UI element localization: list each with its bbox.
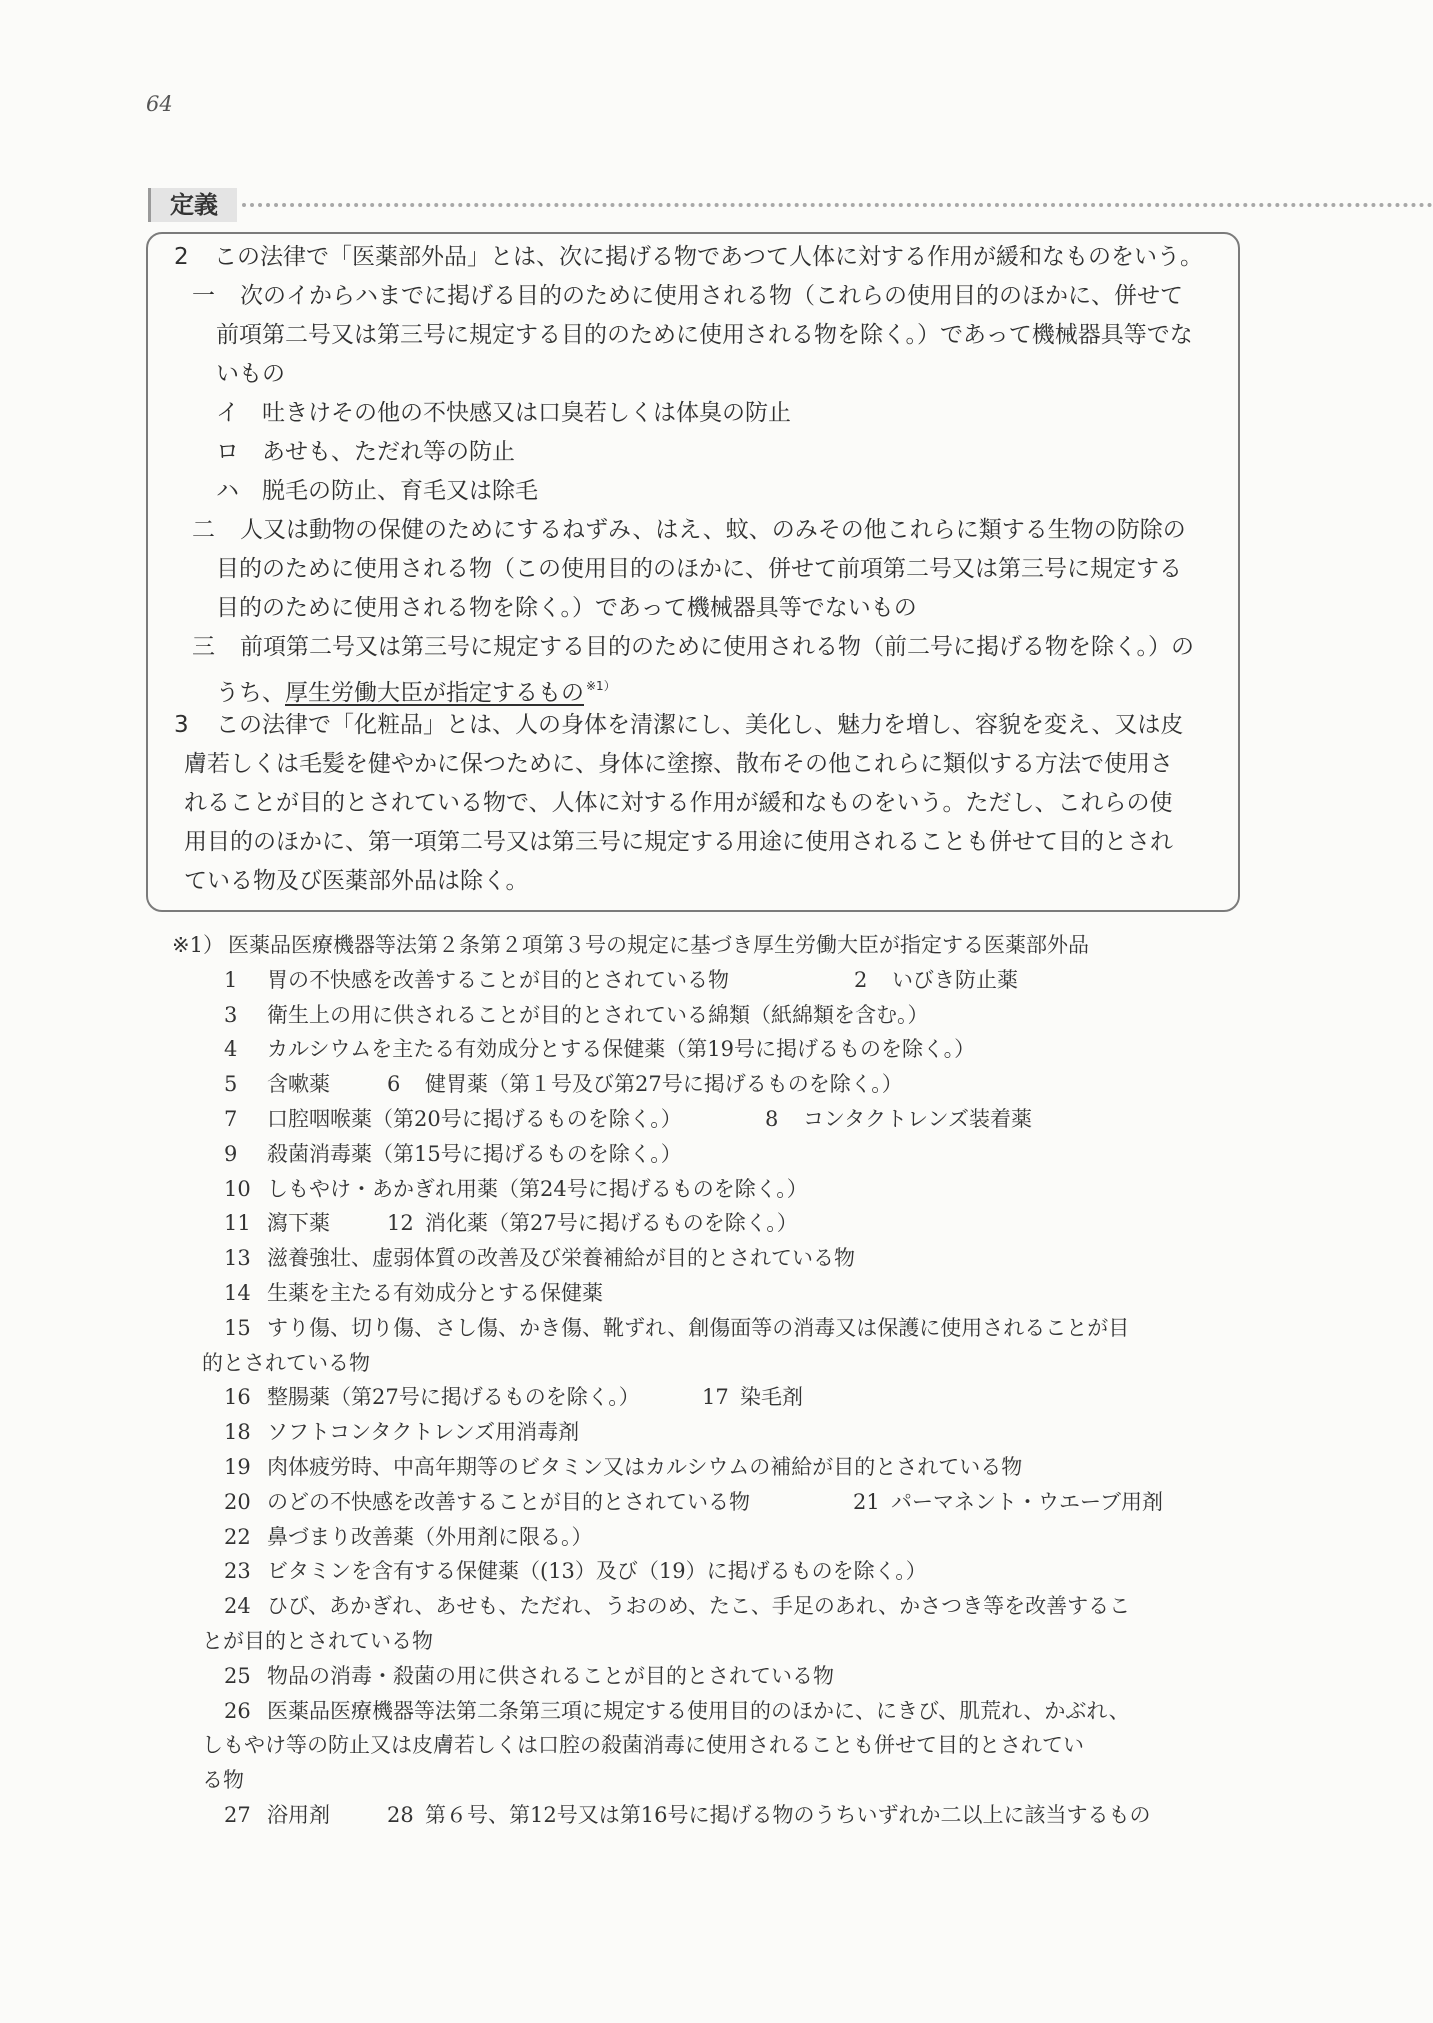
footnote-item-line [172,1241,1262,1276]
footnote-item-number: 6 [387,1072,401,1097]
sub-item-text: あせも、ただれ等の防止 [262,439,515,465]
definition-box [146,232,1240,912]
dotted-rule [242,203,1433,207]
sub-item-text: 脱毛の防止、育毛又は除毛 [262,478,538,504]
footnote-item-line [172,1694,1262,1729]
footnote-item-number: 17 [702,1385,729,1410]
footnote-item-text: コンタクトレンズ装着薬 [803,1106,1033,1131]
underlined-phrase: 厚生労働大臣が指定するもの [285,680,584,706]
footnote-item-line [172,1380,1262,1415]
footnote-item-number: 1 [224,967,238,992]
footnote-item-text: 胃の不快感を改善することが目的とされている物 [267,967,729,992]
paragraph-3-line [148,862,1238,901]
footnote-item-text: 的とされている物 [202,1350,370,1375]
footnote-item-number: 11 [224,1211,251,1236]
footnote-item-text: 口腔咽喉薬（第20号に掲げるものを除く。） [267,1106,682,1131]
footnote-item-number: 3 [224,1002,238,1027]
paragraph-3-line [148,823,1238,862]
item-3-line [148,628,1238,667]
footnote-item-number: 22 [224,1524,251,1549]
footnote-item-line [172,1102,1262,1137]
footnote-item-text: 滋養強壮、虚弱体質の改善及び栄養補給が目的とされている物 [267,1246,855,1271]
footnote-item-text: 生薬を主たる有効成分とする保健薬 [267,1280,603,1305]
footnote-item-number: 23 [224,1559,251,1584]
footnote-item-line [172,1276,1262,1311]
paragraph-3-line [148,784,1238,823]
paragraph-text: れることが目的とされている物で、人体に対する作用が緩和なものをいう。ただし、これらの使 [184,790,1173,816]
footnote-item-text: しもやけ・あかぎれ用薬（第24号に掲げるものを除く。） [267,1176,808,1201]
paragraph-text: この法律で「医薬部外品」とは、次に掲げる物であつて人体に対する作用が緩和なものをいう。 [214,244,1203,270]
footnote-mark: ※1） [586,679,616,693]
footnote-item-text: 瀉下薬 [267,1211,330,1236]
footnote-item-text: 物品の消毒・殺菌の用に供されることが目的とされている物 [267,1663,834,1688]
footnote-item-number: 20 [224,1489,251,1514]
item-text: 次のイからハまでに掲げる目的のために使用される物（これらの使用目的のほかに、併せて [240,283,1183,309]
item-text: 前項第二号又は第三号に規定する目的のために使用される物を除く。）であって機械器具等でな [216,322,1193,348]
item-number: 二 [192,517,215,543]
sub-item-label: ロ [216,439,239,465]
footnote-item-line [172,1067,1262,1102]
footnote-item-line [172,1450,1262,1485]
footnote-title-text: 医薬品医療機器等法第２条第２項第３号の規定に基づき厚生労働大臣が指定する医薬部外品 [228,933,1089,957]
footnote-item-line [172,1624,1262,1659]
footnote-item-line [172,1137,1262,1172]
page-number: 64 [146,92,173,116]
footnote-item-line [172,1311,1262,1346]
footnote-item-text: 整腸薬（第27号に掲げるものを除く。） [267,1385,640,1410]
item-text: いもの [216,361,285,387]
footnote-item-line [172,998,1262,1033]
item-text: 目的のために使用される物（この使用目的のほかに、併せて前項第二号又は第三号に規定する [216,556,1182,582]
footnote-item-number: 14 [224,1280,251,1305]
sub-item [148,472,1238,511]
item-3-line [148,667,1238,706]
footnote-item-line [172,1520,1262,1555]
item-2-line [148,589,1238,628]
footnote-item-number: 27 [224,1802,251,1827]
footnote-item-number: 8 [765,1106,779,1131]
footnote-item-number: 13 [224,1246,251,1271]
footnote-item-text: とが目的とされている物 [202,1628,433,1653]
footnote-item-text: しもやけ等の防止又は皮膚若しくは口腔の殺菌消毒に使用されることも併せて目的とされてい [202,1733,1084,1758]
item-text: 人又は動物の保健のためにするねずみ、はえ、蚊、のみその他これらに類する生物の防除の [240,517,1186,543]
footnote-item-line [172,963,1262,998]
footnote-item-number: 21 [853,1489,880,1514]
item-text: 前項第二号又は第三号に規定する目的のために使用される物（前二号に掲げる物を除く。）の [240,634,1195,660]
footnote-item-number: 19 [224,1454,251,1479]
footnote-item-text: 消化薬（第27号に掲げるものを除く。） [425,1211,798,1236]
footnote-item-line [172,1172,1262,1207]
footnote-item-number: 26 [224,1698,251,1723]
item-text-prefix: うち、 [216,680,285,706]
footnote-item-number: 9 [224,1141,238,1166]
paragraph-3-line [148,745,1238,784]
sub-item-label: ハ [216,478,239,504]
paragraph-2 [148,238,1238,277]
paragraph-number: 3 [174,712,189,738]
footnote-item-text: カルシウムを主たる有効成分とする保健薬（第19号に掲げるものを除く。） [267,1037,976,1062]
footnote-item-number: 5 [224,1072,238,1097]
footnote-item-number: 24 [224,1594,251,1619]
footnote-item-number: 15 [224,1315,251,1340]
footnote-item-text: パーマネント・ウエーブ用剤 [891,1489,1163,1514]
sub-item [148,433,1238,472]
footnote-item-number: 4 [224,1037,238,1062]
footnote-item-number: 2 [854,967,868,992]
footnote-item-line [172,1415,1262,1450]
footnote-item-text: ひび、あかぎれ、あせも、ただれ、うおのめ、たこ、手足のあれ、かさつき等を改善するこ [267,1594,1131,1619]
footnote-item-number: 28 [387,1802,414,1827]
footnote-item-text: 染毛剤 [740,1385,803,1410]
footnote-item-text: のどの不快感を改善することが目的とされている物 [267,1489,750,1514]
footnote-item-line [172,1659,1262,1694]
section-tag: 定義 [148,188,237,222]
footnote-item-text: る物 [202,1768,244,1793]
footnote-item-line [172,1554,1262,1589]
footnote-item-text: 鼻づまり改善薬（外用剤に限る。） [267,1524,593,1549]
footnote-item-text: 殺菌消毒薬（第15号に掲げるものを除く。） [267,1141,682,1166]
footnote-item-number: 25 [224,1663,251,1688]
item-1-line [148,316,1238,355]
item-number: 三 [192,634,215,660]
sub-item-text: 吐きけその他の不快感又は口臭若しくは体臭の防止 [262,400,791,426]
item-text: 目的のために使用される物を除く。）であって機械器具等でないもの [216,595,917,621]
footnote-item-text: 肉体疲労時、中高年期等のビタミン又はカルシウムの補給が目的とされている物 [267,1454,1023,1479]
footnote-item-text: すり傷、切り傷、さし傷、かき傷、靴ずれ、創傷面等の消毒又は保護に使用されることが目 [267,1315,1130,1340]
item-2-line [148,550,1238,589]
footnote-item-text: 第６号、第12号又は第16号に掲げる物のうちいずれか二以上に該当するもの [425,1802,1151,1827]
paragraph-text: 膚若しくは毛髪を健やかに保つために、身体に塗擦、散布その他これらに類似する方法で使用さ [184,751,1173,777]
footnote-item-number: 18 [224,1420,251,1445]
section-header [148,188,1433,222]
footnote-item-line [172,1589,1262,1624]
footnote-item-text: 衛生上の用に供されることが目的とされている綿類（紙綿類を含む。） [267,1002,929,1027]
paragraph-text: ている物及び医薬部外品は除く。 [184,868,529,894]
footnote-item-line [172,1206,1262,1241]
sub-item-label: イ [216,400,239,426]
footnote-item-text: 含嗽薬 [267,1072,330,1097]
footnote-item-text: 浴用剤 [267,1802,330,1827]
footnote-item-number: 12 [387,1211,414,1236]
footnote-item-text: 健胃薬（第１号及び第27号に掲げるものを除く。） [425,1072,903,1097]
footnote-item-line [172,1728,1262,1763]
footnote-item-text: いびき防止薬 [892,967,1018,992]
paragraph-text: 用目的のほかに、第一項第二号又は第三号に規定する用途に使用されることも併せて目的とされ [184,829,1173,855]
footnote-item-line [172,1346,1262,1381]
footnote-item-line [172,1485,1262,1520]
footnote-item-text: 医薬品医療機器等法第二条第三項に規定する使用目的のほかに、にきび、肌荒れ、かぶれ、 [267,1698,1130,1723]
item-2-line [148,511,1238,550]
footnote-title-mark: ※1） [172,933,224,957]
footnote-item-number: 10 [224,1176,251,1201]
footnote-item-line [172,1032,1262,1067]
footnote-item-line [172,1798,1262,1833]
footnote-list [172,928,1262,1833]
footnote-item-text: ソフトコンタクトレンズ用消毒剤 [267,1420,580,1445]
footnote-item-line [172,1763,1262,1798]
item-1-line [148,355,1238,394]
item-1-line [148,277,1238,316]
paragraph-number: 2 [174,244,189,270]
paragraph-text: この法律で「化粧品」とは、人の身体を清潔にし、美化し、魅力を増し、容貌を変え、又は皮 [216,712,1184,738]
footnote-title [172,928,1262,963]
paragraph-3-line [148,706,1238,745]
item-number: 一 [192,283,215,309]
footnote-item-text: ビタミンを含有する保健薬（(13）及び（19）に掲げるものを除く。） [267,1559,927,1584]
footnote-item-number: 16 [224,1385,251,1410]
footnote-item-number: 7 [224,1106,238,1131]
sub-item [148,394,1238,433]
